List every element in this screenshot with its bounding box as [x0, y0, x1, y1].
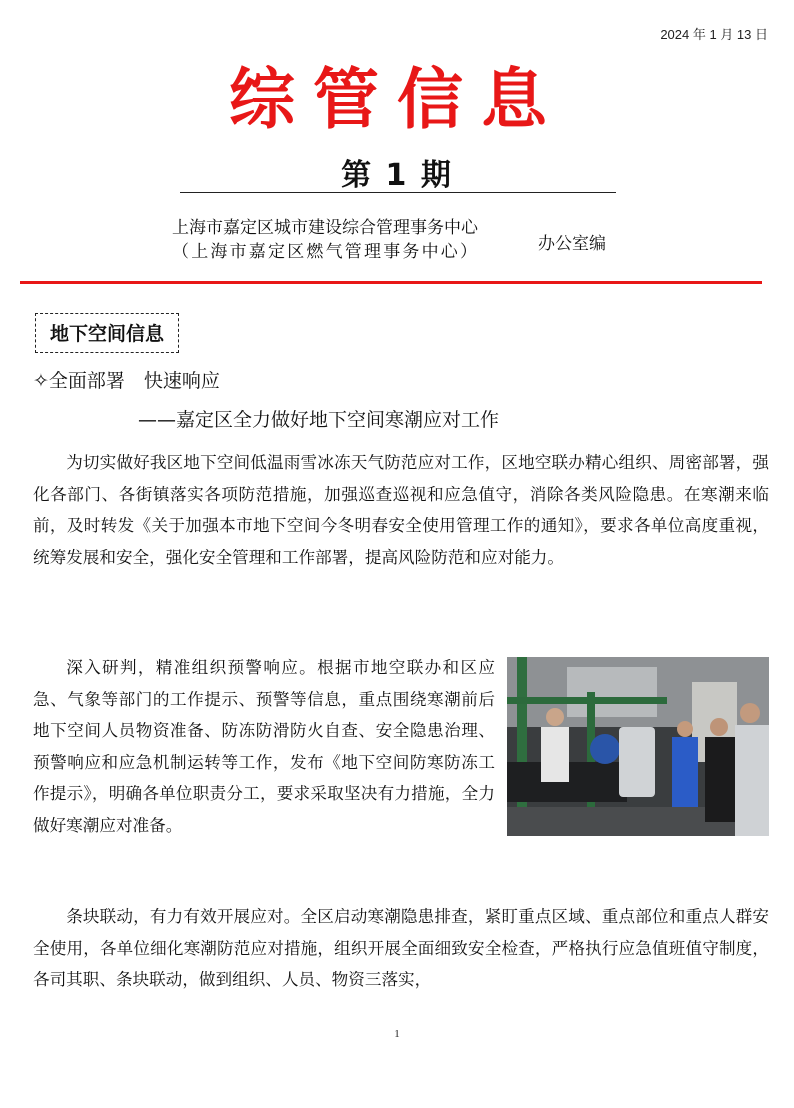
organization-name: 上海市嘉定区城市建设综合管理事务中心 [172, 218, 478, 238]
red-divider [20, 281, 762, 284]
page-number: 1 [394, 1028, 400, 1040]
issue-date: 2024 年 1 月 13 日 [660, 27, 768, 42]
inspection-photo [507, 657, 769, 836]
article-paragraph-with-photo [33, 652, 769, 841]
article-subtitle: ——嘉定区全力做好地下空间寒潮应对工作 [138, 409, 500, 431]
article-paragraph: 条块联动，有力有效开展应对。全区启动寒潮隐患排查，紧盯重点区域、重点部位和重点人群安全使用，各单位细化寒潮防范应对措施，组织开展全面细致安全检查，严格执行应急值班值守制度，各司其职、条块联动，做到组织、人员、物资三落实， [33, 907, 769, 989]
section-label: 地下空间信息 [35, 313, 179, 353]
article-paragraph: 为切实做好我区地下空间低温雨雪冰冻天气防范应对工作，区地空联办精心组织、周密部署，强化各部门、各街镇落实各项防范措施，加强巡查巡视和应急值守，消除各类风险隐患。在寒潮来临前，及时转发《关于加强本市地下空间今冬明春安全使用管理工作的通知》，要求各单位高度重视，统筹发展和安全，强化安全管理和工作部署，提高风险防范和应对能力。 [33, 453, 769, 567]
header-divider [180, 192, 616, 193]
article-title: ✧全面部署 快速响应 [33, 370, 220, 392]
article-paragraph: 深入研判，精准组织预警响应。根据市地空联办和区应急、气象等部门的工作提示、预警等信息，重点围绕寒潮前后地下空间人员物资准备、防冻防滑防火自查、安全隐患治理、预警响应和应急机制运转等工作，发布《地下空间防寒防冻工作提示》，明确各单位职责分工，要求采取坚决有力措施，全力做好寒潮应对准备。 [33, 658, 495, 835]
issue-number: 第 1 期 [341, 158, 453, 193]
organization-alias: （上海市嘉定区燃气管理事务中心） [172, 242, 480, 262]
masthead-title: 综管信息 [229, 61, 565, 138]
organization-block [172, 216, 479, 264]
editor-credit: 办公室编 [538, 234, 606, 254]
